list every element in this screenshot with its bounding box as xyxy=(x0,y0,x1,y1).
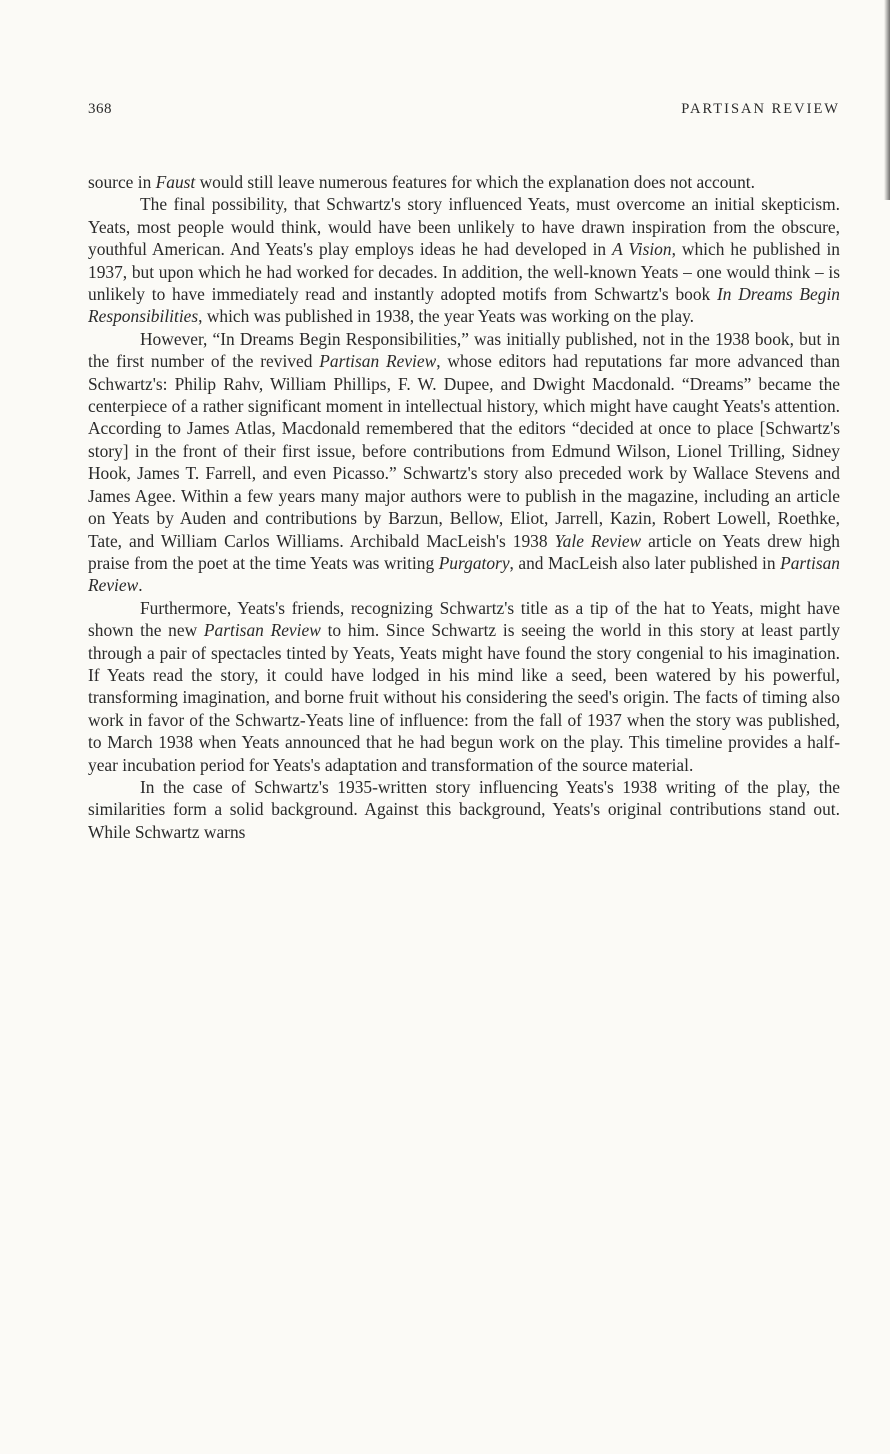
paragraph xyxy=(88,193,840,327)
text-run: , and MacLeish also later published in xyxy=(509,552,781,573)
italic-title: Partisan Review xyxy=(203,620,321,641)
text-run: However, “In Dreams Begin Responsibilities,” was initially published, not in the 1938 book, but in the first number of the revived xyxy=(88,328,840,372)
italic-title: In Dreams Begin Responsibilities xyxy=(88,284,840,327)
page-edge-shadow xyxy=(884,0,890,200)
italic-title: Purgatory xyxy=(438,552,510,573)
text-run: In the case of Schwartz's 1935-written story influencing Yeats's 1938 writing of the play, the similarities form a solid background. Against this background, Yeats's original contributions stand out. While Schwartz warns xyxy=(88,776,840,842)
body-text xyxy=(88,171,840,843)
paragraph xyxy=(88,597,840,776)
text-run: source in xyxy=(88,172,156,192)
text-run: Furthermore, Yeats's friends, recognizing Schwartz's title as a tip of the hat to Yeats, might have shown the new xyxy=(88,597,840,641)
text-run: , which was published in 1938, the year Yeats was working on the play. xyxy=(198,306,695,327)
italic-title: Partisan Review xyxy=(319,351,437,372)
italic-title: A Vision xyxy=(612,239,672,260)
running-head: PARTISAN REVIEW xyxy=(681,101,840,117)
italic-title: Yale Review xyxy=(554,530,642,551)
text-run: article on Yeats drew high praise from the poet at the time Yeats was writing xyxy=(88,530,840,573)
paragraph xyxy=(88,328,840,597)
text-run: The final possibility, that Schwartz's story influenced Yeats, must overcome an initial skepticism. Yeats, most people would think, would have been unlikely to have drawn inspiration from the obscure, youthful American. And Yeats's play employs ideas he had developed in xyxy=(88,194,840,260)
page-header xyxy=(88,101,840,123)
paragraph xyxy=(88,776,840,843)
text-run: , which he published in 1937, but upon which he had worked for decades. In addition, the well-known Yeats – one would think – is unlikely to have immediately read and instantly adopted motifs from Schwartz's book xyxy=(88,239,840,305)
italic-title: Faust xyxy=(155,172,196,192)
paragraph xyxy=(88,171,840,193)
text-run: , whose editors had reputations far more advanced than Schwartz's: Philip Rahv, William Phillips, F. W. Dupee, and Dwight Macdonald. “Dreams” became the centerpiece of a rather significant moment in intellectual history, which might have caught Yeats's attention. According to James Atlas, Macdonald remembered that the editors “decided at once to place [Schwartz's story] in the front of their first issue, before contributions from Edmund Wilson, Lionel Trilling, Sidney Hook, James T. Farrell, and even Picasso.” Schwartz's story also preceded work by Wallace Stevens and James Agee. Within a few years many major authors were to publish in the magazine, including an article on Yeats by Auden and contributions by Barzun, Bellow, Eliot, Jarrell, Kazin, Robert Lowell, Roethke, Tate, and William Carlos Williams. Archibald MacLeish's 1938 xyxy=(88,351,840,551)
page-number: 368 xyxy=(88,101,112,117)
text-run: would still leave numerous features for which the explanation does not account. xyxy=(195,172,755,192)
italic-title: Partisan Review xyxy=(88,552,840,596)
text-run: to him. Since Schwartz is seeing the world in this story at least partly through a pair of spectacles tinted by Yeats, Yeats might have found the story congenial to his imagination. If Yeats read the story, it could have lodged in his mind like a seed, been watered by his powerful, transforming imagination, and borne fruit without his considering the seed's origin. The facts of timing also work in favor of the Schwartz-Yeats line of influence: from the fall of 1937 when the story was published, to March 1938 when Yeats announced that he had begun work on the play. This timeline provides a half-year incubation period for Yeats's adaptation and transformation of the source material. xyxy=(88,620,840,775)
text-run: . xyxy=(138,575,143,596)
